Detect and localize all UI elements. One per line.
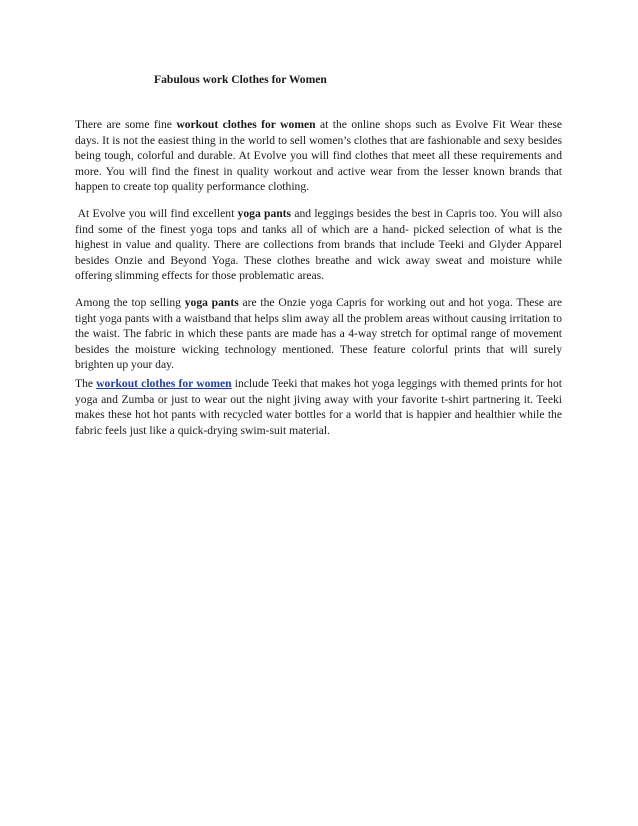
paragraph-3-text: Among the top selling: [75, 296, 185, 309]
paragraph-1-text: at the online shops such as Evolve Fit Wear these days. It is not the easiest thing in the world to sell women’s clothes that are fashionable and sexy besides being tough, colorful and durable. At Evolve you will find clothes that meet all these requirements and more. You will find the finest in quality workout and active wear from the lesser known brands that happen to create top quality performance clothing.: [75, 118, 563, 193]
paragraph-3: [75, 295, 562, 373]
workout-clothes-link[interactable]: workout clothes for women: [96, 377, 232, 390]
paragraph-1: [75, 117, 562, 195]
paragraph-3-keyword: yoga pants: [184, 296, 239, 309]
paragraph-4-text: The: [75, 377, 97, 390]
document-title: Fabulous work Clothes for Women: [154, 73, 327, 86]
paragraph-2-text: At Evolve you will find excellent: [75, 207, 238, 220]
paragraph-4: [75, 376, 562, 438]
paragraph-1-keyword: workout clothes for women: [176, 118, 316, 131]
paragraph-2-text: and leggings besides the best in Capris too. You will also find some of the finest yoga tops and tanks all of which are a hand- picked selection of what is the highest in value and quality. There are collections from brands that include Teeki and Glyder Apparel besides Onzie and Beyond Yoga. These clothes breathe and wick away sweat and moisture while offering slimming effects for those problematic areas.: [75, 207, 562, 282]
paragraph-4-text: include Teeki that makes hot yoga leggings with themed prints for hot yoga and Zumba or just to wear out the night jiving away with your favorite t-shirt partnering it. Teeki makes these hot hot pants with recycled water bottles for a world that is happier and healthier while the fabric feels just like a quick-drying swim-suit material.: [75, 377, 562, 437]
paragraph-3-text: are the Onzie yoga Capris for working out and hot yoga. These are tight yoga pants with a waistband that helps slim away all the problem areas without causing irritation to the waist. The fabric in which these pants are made has a 4-way stretch for optimal range of movement besides the moisture wicking technology mentioned. These feature colorful prints that will surely brighten up your day.: [75, 296, 562, 371]
paragraph-1-text: There are some fine: [75, 118, 177, 131]
paragraph-2: [75, 206, 562, 284]
paragraph-2-keyword: yoga pants: [237, 207, 292, 220]
